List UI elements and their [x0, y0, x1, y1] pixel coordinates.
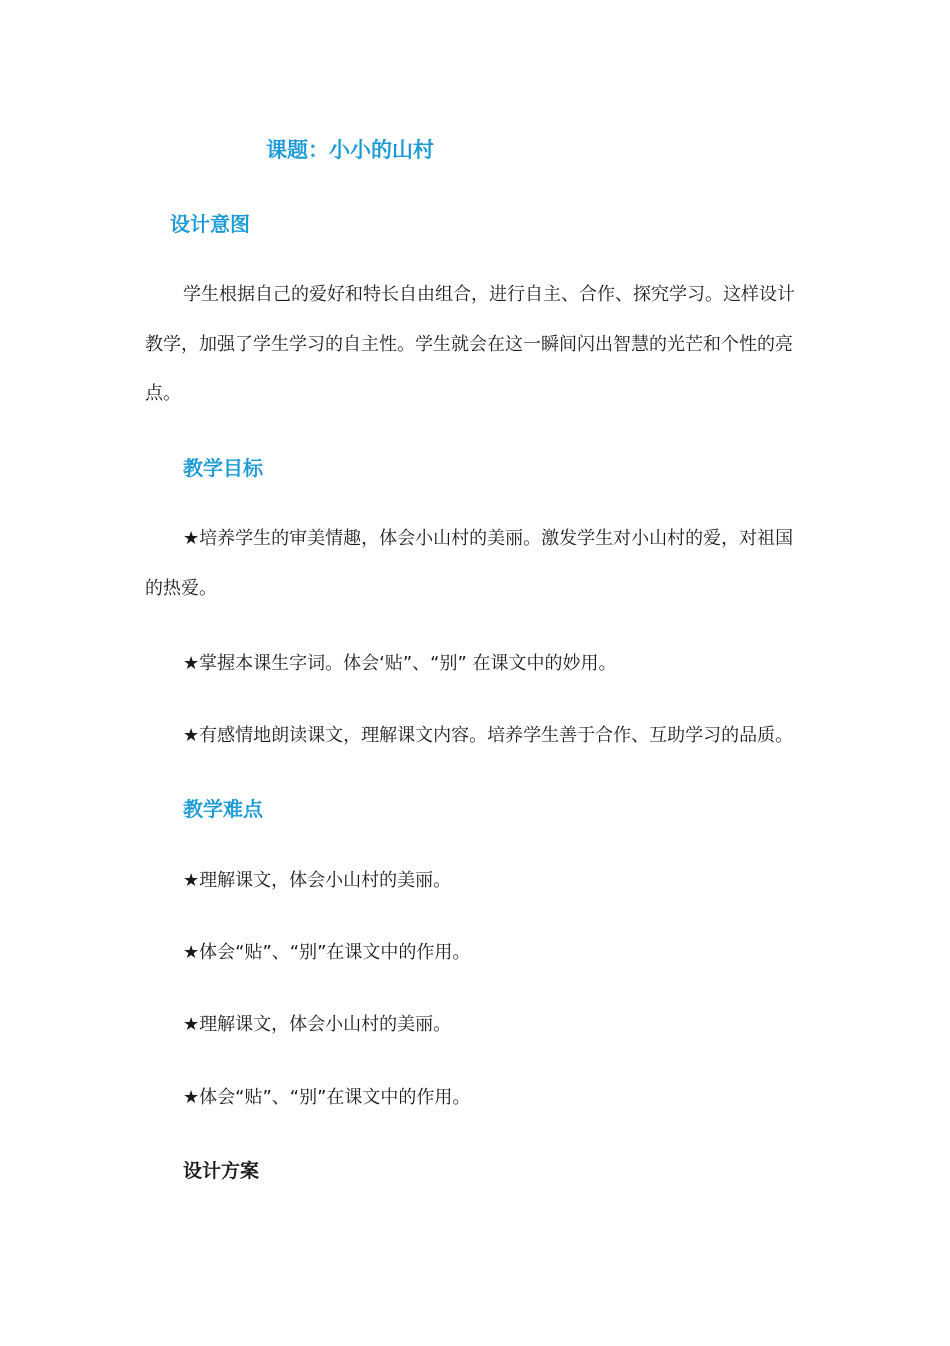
difficulty-item: ★理解课文，体会小山村的美丽。	[183, 870, 452, 891]
heading-design-plan: 设计方案	[183, 1160, 260, 1182]
page-title: 课题：小小的山村	[266, 138, 434, 162]
paragraph-design-intent: 学生根据自己的爱好和特长自由组合，进行自主、合作、探究学习。这样设计教学，加强了学生学习的自主性。学生就会在这一瞬间闪出智慧的光芒和个性的亮点。	[145, 284, 795, 404]
heading-teaching-difficulties: 教学难点	[183, 797, 263, 821]
heading-teaching-goals: 教学目标	[183, 456, 263, 480]
goal-item: ★培养学生的审美情趣，体会小山村的美丽。激发学生对小山村的爱，对祖国的热爱。	[145, 528, 794, 599]
difficulty-item: ★体会“贴”、“别”在课文中的作用。	[183, 1087, 471, 1108]
difficulty-item: ★理解课文，体会小山村的美丽。	[183, 1014, 452, 1035]
goal-item: ★掌握本课生字词。体会‘贴”、“别” 在课文中的妙用。	[183, 653, 617, 674]
heading-design-intent: 设计意图	[170, 212, 250, 236]
goal-item: ★有感情地朗读课文，理解课文内容。培养学生善于合作、互助学习的品质。	[183, 725, 794, 746]
difficulty-item: ★体会“贴”、“别”在课文中的作用。	[183, 942, 471, 963]
